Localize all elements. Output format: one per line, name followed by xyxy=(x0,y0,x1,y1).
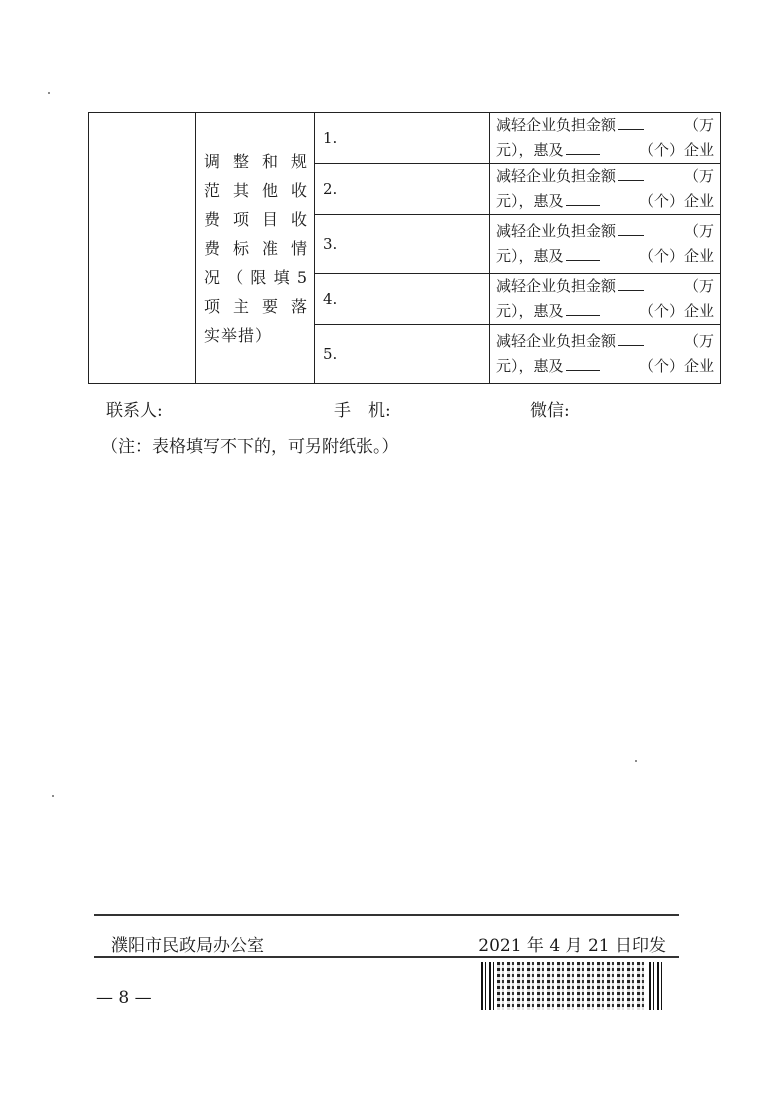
fill-blank xyxy=(618,166,644,181)
result-cell: 减轻企业负担金额 （万 元），惠及 （个）企业 xyxy=(490,164,721,215)
item-number-cell: 4. xyxy=(315,274,490,325)
result-cell: 减轻企业负担金额 （万 元），惠及 （个）企业 xyxy=(490,325,721,384)
category-line: 况（限填5 xyxy=(204,267,308,287)
result-cell: 减轻企业负担金额 （万 元），惠及 （个）企业 xyxy=(490,113,721,164)
item-number-cell: 1. xyxy=(315,113,490,164)
fill-blank xyxy=(618,276,644,291)
issuing-office: 濮阳市民政局办公室 xyxy=(111,936,264,956)
footer-bottom-rule xyxy=(94,956,679,958)
fill-blank xyxy=(618,221,644,236)
scan-speck xyxy=(635,760,637,762)
result-cell: 减轻企业负担金额 （万 元），惠及 （个）企业 xyxy=(490,274,721,325)
fill-blank xyxy=(566,140,600,155)
item-number-cell: 2. xyxy=(315,164,490,215)
measures-table xyxy=(88,112,721,384)
contact-person-label: 联系人: xyxy=(106,401,163,421)
contact-wechat-label: 微信: xyxy=(530,401,570,421)
item-number-cell: 5. xyxy=(315,325,490,384)
category-line: 项主要落 xyxy=(204,296,308,316)
fill-blank xyxy=(566,191,600,206)
barcode-icon xyxy=(481,962,665,1010)
result-cell: 减轻企业负担金额 （万 元），惠及 （个）企业 xyxy=(490,215,721,274)
category-line: 费标准情 xyxy=(204,238,308,258)
scan-speck xyxy=(52,795,54,797)
contact-phone-label: 手 机: xyxy=(334,401,391,421)
blank-cell xyxy=(89,113,196,384)
category-line: 实举措） xyxy=(204,325,273,345)
category-line: 范其他收 xyxy=(204,180,308,200)
category-line: 费项目收 xyxy=(204,209,308,229)
fill-blank xyxy=(618,115,644,130)
category-line: 调整和规 xyxy=(204,151,308,171)
fill-blank xyxy=(566,246,600,261)
table-row xyxy=(89,113,721,164)
item-number-cell: 3. xyxy=(315,215,490,274)
scan-speck xyxy=(48,92,50,94)
fill-blank xyxy=(566,301,600,316)
fill-blank xyxy=(566,356,600,371)
page-number: — 8 — xyxy=(96,988,152,1008)
category-cell xyxy=(196,113,315,384)
footer-top-rule xyxy=(94,914,679,916)
fill-blank xyxy=(618,331,644,346)
table-note: （注：表格填写不下的，可另附纸张。） xyxy=(101,437,399,457)
issue-date: 2021 年 4 月 21 日印发 xyxy=(478,936,666,956)
